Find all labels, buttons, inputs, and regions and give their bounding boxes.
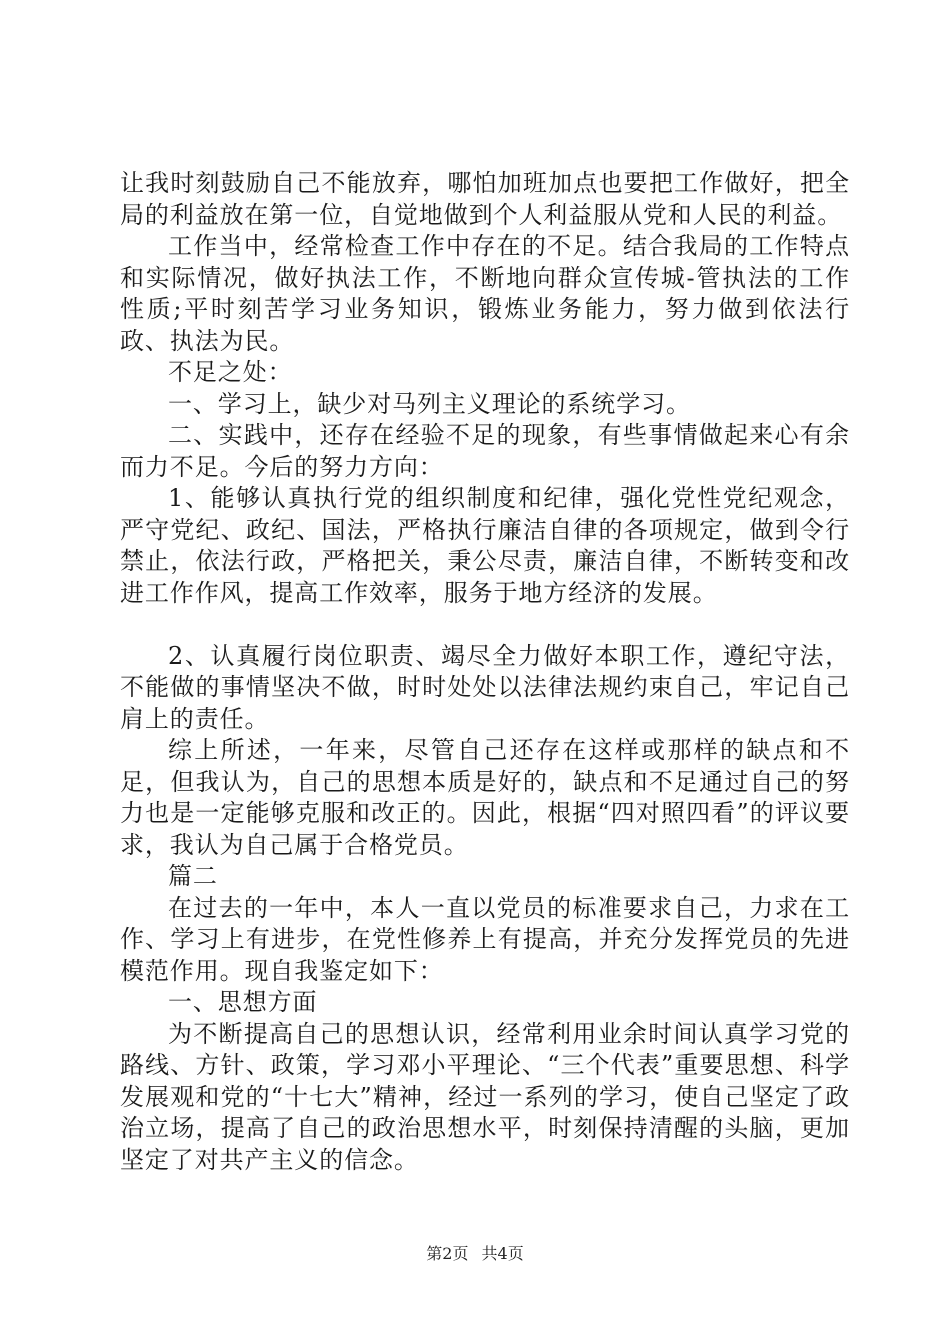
paragraph: 让我时刻鼓励自己不能放弃，哪怕加班加点也要把工作做好，把全局的利益放在第一位，自觉地做到个人利益服从党和人民的利益。 [120,169,850,229]
page-total: 共4页 [481,1244,524,1263]
paragraph: 综上所述，一年来，尽管自己还存在这样或那样的缺点和不足，但我认为，自己的思想本质是好的，缺点和不足通过自己的努力也是一定能够克服和改正的。因此，根据“四对照四看”的评议要求，我认为自己属于合格党员。 [120,736,850,859]
paragraph: 在过去的一年中，本人一直以党员的标准要求自己，力求在工作、学习上有进步，在党性修养上有提高，并充分发挥党员的先进模范作用。现自我鉴定如下： [120,893,850,985]
page-footer [0,1244,950,1264]
list-item: 1、能够认真执行党的组织制度和纪律，强化党性党纪观念，严守党纪、政纪、国法，严格执行廉洁自律的各项规定，做到令行禁止，依法行政，严格把关，秉公尽责，廉洁自律，不断转变和改进工作作风，提高工作效率，服务于地方经济的发展。 [120,484,850,607]
paragraph: 工作当中，经常检查工作中存在的不足。结合我局的工作特点和实际情况，做好执法工作，不断地向群众宣传城-管执法的工作性质;平时刻苦学习业务知识，锻炼业务能力，努力做到依法行政、执法为民。 [120,232,850,355]
list-item: 2、认真履行岗位职责、竭尽全力做好本职工作，遵纪守法，不能做的事情坚决不做，时时处处以法律法规约束自己，牢记自己肩上的责任。 [120,641,850,733]
page-number: 第2页 [426,1244,469,1263]
document-body [120,168,850,1176]
section-heading: 篇二 [168,862,218,890]
list-item: 二、实践中，还存在经验不足的现象，有些事情做起来心有余而力不足。今后的努力方向： [120,421,850,481]
list-item: 一、学习上，缺少对马列主义理论的系统学习。 [168,389,691,418]
paragraph: 为不断提高自己的思想认识，经常利用业余时间认真学习党的路线、方针、政策，学习邓小平理论、“三个代表”重要思想、科学发展观和党的“十七大”精神，经过一系列的学习，使自己坚定了政治立场，提高了自己的政治思想水平，时刻保持清醒的头脑，更加坚定了对共产主义的信念。 [120,1019,850,1174]
section-heading: 不足之处： [168,358,293,386]
section-heading: 一、思想方面 [168,988,318,1016]
